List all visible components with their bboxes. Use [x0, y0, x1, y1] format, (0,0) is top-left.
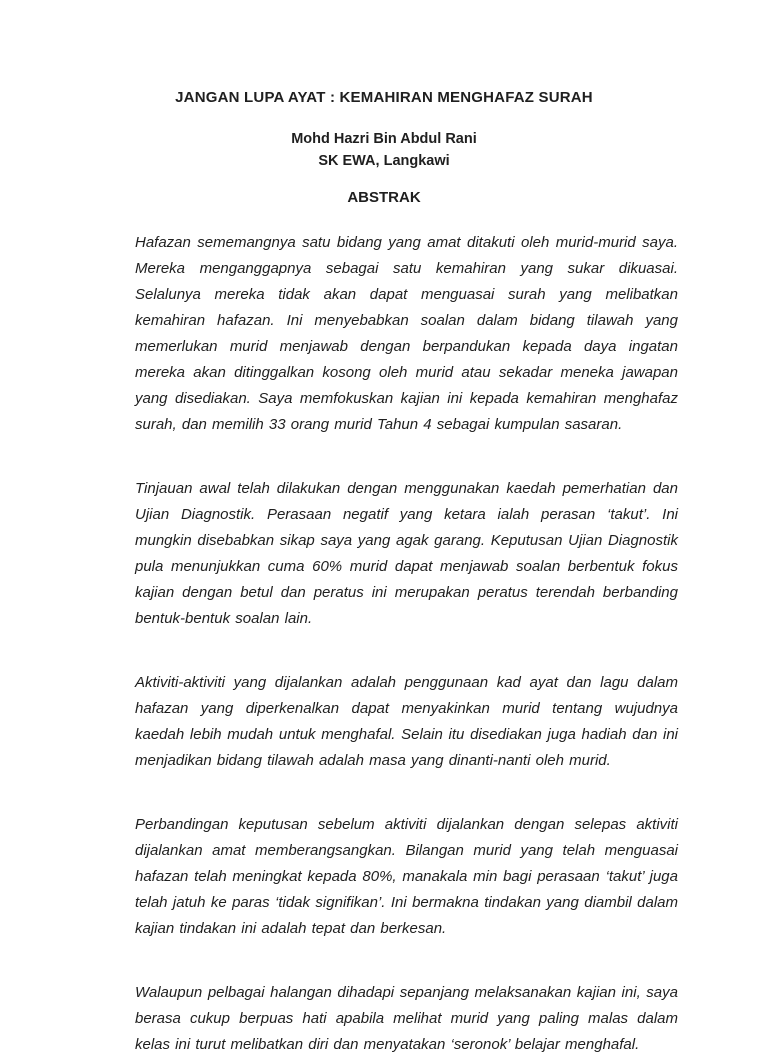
abstract-paragraph-2: Tinjauan awal telah dilakukan dengan menggunakan kaedah pemerhatian dan Ujian Diagnostik. Perasaan negatif yang ketara ialah perasan ‘takut’. Ini mungkin disebabkan sikap saya yang agak garang. Keputusan Ujian Diagnostik pula menunjukkan cuma 60% murid dapat menjawab soalan berbentuk fokus kajian dengan betul dan peratus ini merupakan peratus terendah berbanding bentuk-bentuk soalan lain.: [135, 480, 678, 627]
document-title: JANGAN LUPA AYAT : KEMAHIRAN MENGHAFAZ SURAH: [175, 89, 593, 106]
abstract-body: [135, 230, 678, 1058]
author-name: Mohd Hazri Bin Abdul Rani: [291, 131, 477, 147]
abstract-paragraph-5: Walaupun pelbagai halangan dihadapi sepanjang melaksanakan kajian ini, saya berasa cukup berpuas hati apabila melihat murid yang paling malas dalam kelas ini turut melibatkan diri dan menyatakan ‘seronok’ belajar menghafal.: [135, 984, 678, 1053]
abstract-paragraph-3: Aktiviti-aktiviti yang dijalankan adalah penggunaan kad ayat dan lagu dalam hafazan yang diperkenalkan dapat menyakinkan murid tentang wujudnya kaedah lebih mudah untuk menghafal. Selain itu disediakan juga hadiah dan ini menjadikan bidang tilawah adalah masa yang dinanti-nanti oleh murid.: [135, 674, 678, 769]
byline: [0, 128, 768, 172]
abstract-heading: ABSTRAK: [347, 189, 421, 206]
author-affiliation: SK EWA, Langkawi: [318, 153, 450, 169]
abstract-paragraph-1: Hafazan sememangnya satu bidang yang amat ditakuti oleh murid-murid saya. Mereka menganggapnya sebagai satu kemahiran yang sukar dikuasai. Selalunya mereka tidak akan dapat menguasai surah yang melibatkan kemahiran hafazan. Ini menyebabkan soalan dalam bidang tilawah yang memerlukan murid menjawab dengan berpandukan kepada daya ingatan mereka akan ditinggalkan kosong oleh murid atau sekadar meneka jawapan yang disediakan. Saya memfokuskan kajian ini kepada kemahiran menghafaz surah, dan memilih 33 orang murid Tahun 4 sebagai kumpulan sasaran.: [135, 234, 678, 433]
abstract-paragraph-4: Perbandingan keputusan sebelum aktiviti dijalankan dengan selepas aktiviti dijalankan amat memberangsangkan. Bilangan murid yang telah menguasai hafazan telah meningkat kepada 80%, manakala min bagi perasaan ‘takut’ juga telah jatuh ke paras ‘tidak signifikan’. Ini bermakna tindakan yang diambil dalam kajian tindakan ini adalah tepat dan berkesan.: [135, 816, 678, 937]
